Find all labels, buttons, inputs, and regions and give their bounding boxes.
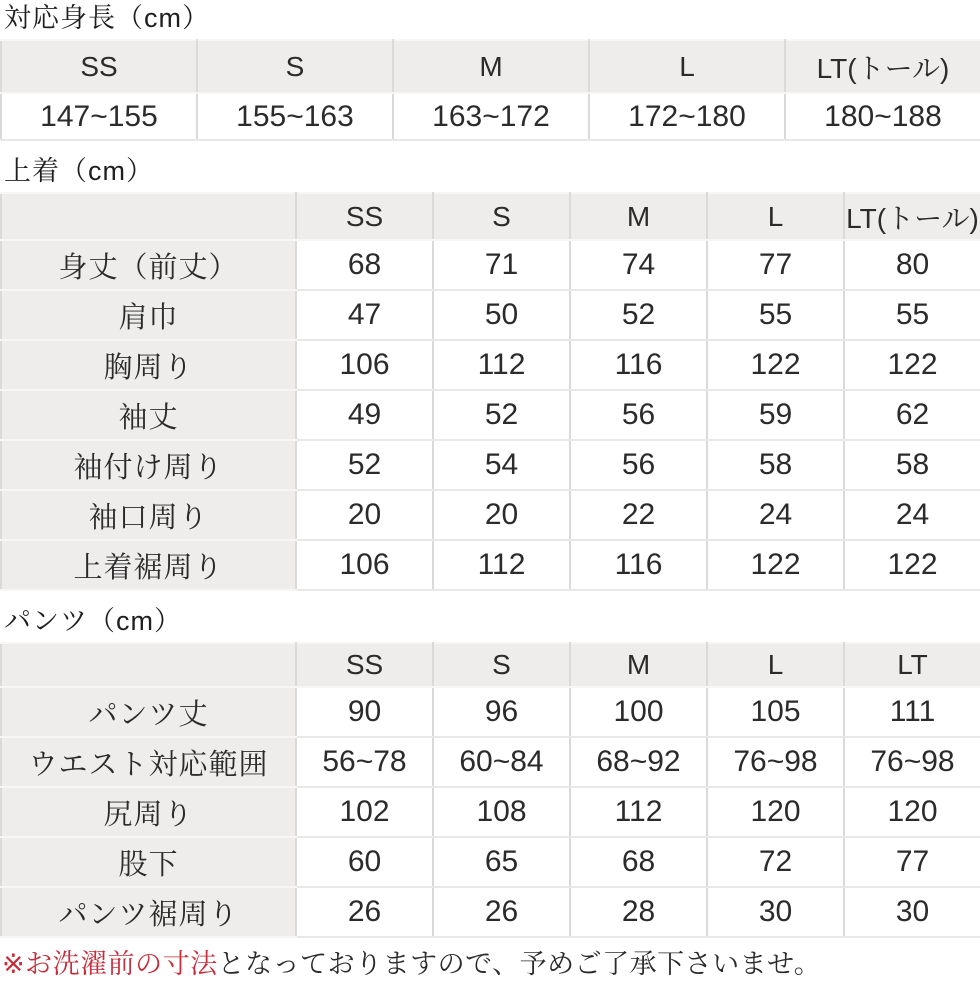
size-value: 122 (707, 340, 844, 390)
size-value: 106 (296, 340, 433, 390)
size-value: 65 (433, 837, 570, 887)
size-value: 76~98 (707, 737, 844, 787)
size-value: 77 (707, 240, 844, 290)
size-value: 105 (707, 687, 844, 737)
column-header: M (570, 643, 707, 687)
table-row (1, 390, 980, 440)
size-value: 59 (707, 390, 844, 440)
size-value: 72 (707, 837, 844, 887)
section-title-height: 対応身長（cm） (4, 3, 210, 33)
size-value: 112 (433, 540, 570, 590)
column-header: S (433, 643, 570, 687)
size-value: 100 (570, 687, 707, 737)
size-value: 68 (296, 240, 433, 290)
column-header: SS (1, 40, 197, 93)
row-label: 袖口周り (1, 490, 296, 540)
column-header: M (570, 193, 707, 240)
size-value: 90 (296, 687, 433, 737)
size-value: 76~98 (844, 737, 980, 787)
table-row (1, 290, 980, 340)
section-title-pants: パンツ（cm） (4, 606, 182, 636)
size-value: 96 (433, 687, 570, 737)
footnote (0, 938, 980, 981)
size-value: 22 (570, 490, 707, 540)
row-label: 袖丈 (1, 390, 296, 440)
table-header-row (1, 643, 980, 687)
size-value: 20 (296, 490, 433, 540)
size-value: 30 (844, 887, 980, 937)
row-label: 袖付け周り (1, 440, 296, 490)
column-header: LT(トール) (844, 193, 980, 240)
row-label: ウエスト対応範囲 (1, 737, 296, 787)
column-header: SS (296, 193, 433, 240)
size-value: 50 (433, 290, 570, 340)
size-value: 30 (707, 887, 844, 937)
size-value: 55 (844, 290, 980, 340)
size-value: 112 (570, 787, 707, 837)
size-value: 106 (296, 540, 433, 590)
column-header: L (589, 40, 785, 93)
size-value: 147~155 (1, 93, 197, 140)
size-value: 58 (707, 440, 844, 490)
row-label: パンツ丈 (1, 687, 296, 737)
size-value: 54 (433, 440, 570, 490)
table-row (1, 737, 980, 787)
size-value: 24 (707, 490, 844, 540)
size-value: 60~84 (433, 737, 570, 787)
size-value: 56 (570, 390, 707, 440)
size-value: 112 (433, 340, 570, 390)
size-value: 56~78 (296, 737, 433, 787)
size-value: 56 (570, 440, 707, 490)
row-label: 股下 (1, 837, 296, 887)
row-label: 尻周り (1, 787, 296, 837)
footnote-text: となっておりますので、予めご了承下さいませ。 (217, 949, 822, 979)
column-header: M (393, 40, 589, 93)
size-value: 155~163 (197, 93, 393, 140)
size-value: 120 (707, 787, 844, 837)
table-row (1, 93, 980, 140)
size-value: 122 (844, 340, 980, 390)
size-value: 58 (844, 440, 980, 490)
size-value: 80 (844, 240, 980, 290)
footnote-highlight: ※お洗濯前の寸法 (2, 949, 218, 979)
size-value: 52 (433, 390, 570, 440)
size-value: 47 (296, 290, 433, 340)
column-header: LT(トール) (785, 40, 980, 93)
size-value: 49 (296, 390, 433, 440)
size-value: 71 (433, 240, 570, 290)
size-value: 108 (433, 787, 570, 837)
size-value: 120 (844, 787, 980, 837)
size-value: 122 (707, 540, 844, 590)
column-header: SS (296, 643, 433, 687)
pants-table (0, 642, 980, 938)
table-row (1, 787, 980, 837)
size-value: 122 (844, 540, 980, 590)
table-row (1, 887, 980, 937)
column-header: S (197, 40, 393, 93)
table-row (1, 240, 980, 290)
size-value: 55 (707, 290, 844, 340)
size-value: 77 (844, 837, 980, 887)
corner-cell (1, 193, 296, 240)
row-label: パンツ裾周り (1, 887, 296, 937)
size-value: 60 (296, 837, 433, 887)
table-header-row (1, 193, 980, 240)
size-value: 26 (433, 887, 570, 937)
row-label: 肩巾 (1, 290, 296, 340)
size-value: 116 (570, 540, 707, 590)
table-row (1, 687, 980, 737)
row-label: 身丈（前丈） (1, 240, 296, 290)
table-row (1, 540, 980, 590)
row-label: 胸周り (1, 340, 296, 390)
size-value: 74 (570, 240, 707, 290)
size-value: 24 (844, 490, 980, 540)
table-row (1, 837, 980, 887)
table-row (1, 440, 980, 490)
table-row (1, 340, 980, 390)
size-value: 102 (296, 787, 433, 837)
column-header: S (433, 193, 570, 240)
size-value: 20 (433, 490, 570, 540)
height-range-table (0, 39, 980, 141)
column-header: LT (844, 643, 980, 687)
row-label: 上着裾周り (1, 540, 296, 590)
jacket-table (0, 192, 980, 591)
size-value: 26 (296, 887, 433, 937)
column-header: L (707, 643, 844, 687)
size-value: 180~188 (785, 93, 980, 140)
corner-cell (1, 643, 296, 687)
size-value: 28 (570, 887, 707, 937)
size-value: 116 (570, 340, 707, 390)
size-value: 111 (844, 687, 980, 737)
table-row (1, 490, 980, 540)
column-header: L (707, 193, 844, 240)
size-value: 172~180 (589, 93, 785, 140)
size-value: 52 (570, 290, 707, 340)
size-value: 68~92 (570, 737, 707, 787)
table-header-row (1, 40, 980, 93)
size-value: 68 (570, 837, 707, 887)
size-value: 163~172 (393, 93, 589, 140)
size-value: 52 (296, 440, 433, 490)
section-title-jacket: 上着（cm） (4, 156, 154, 186)
size-value: 62 (844, 390, 980, 440)
